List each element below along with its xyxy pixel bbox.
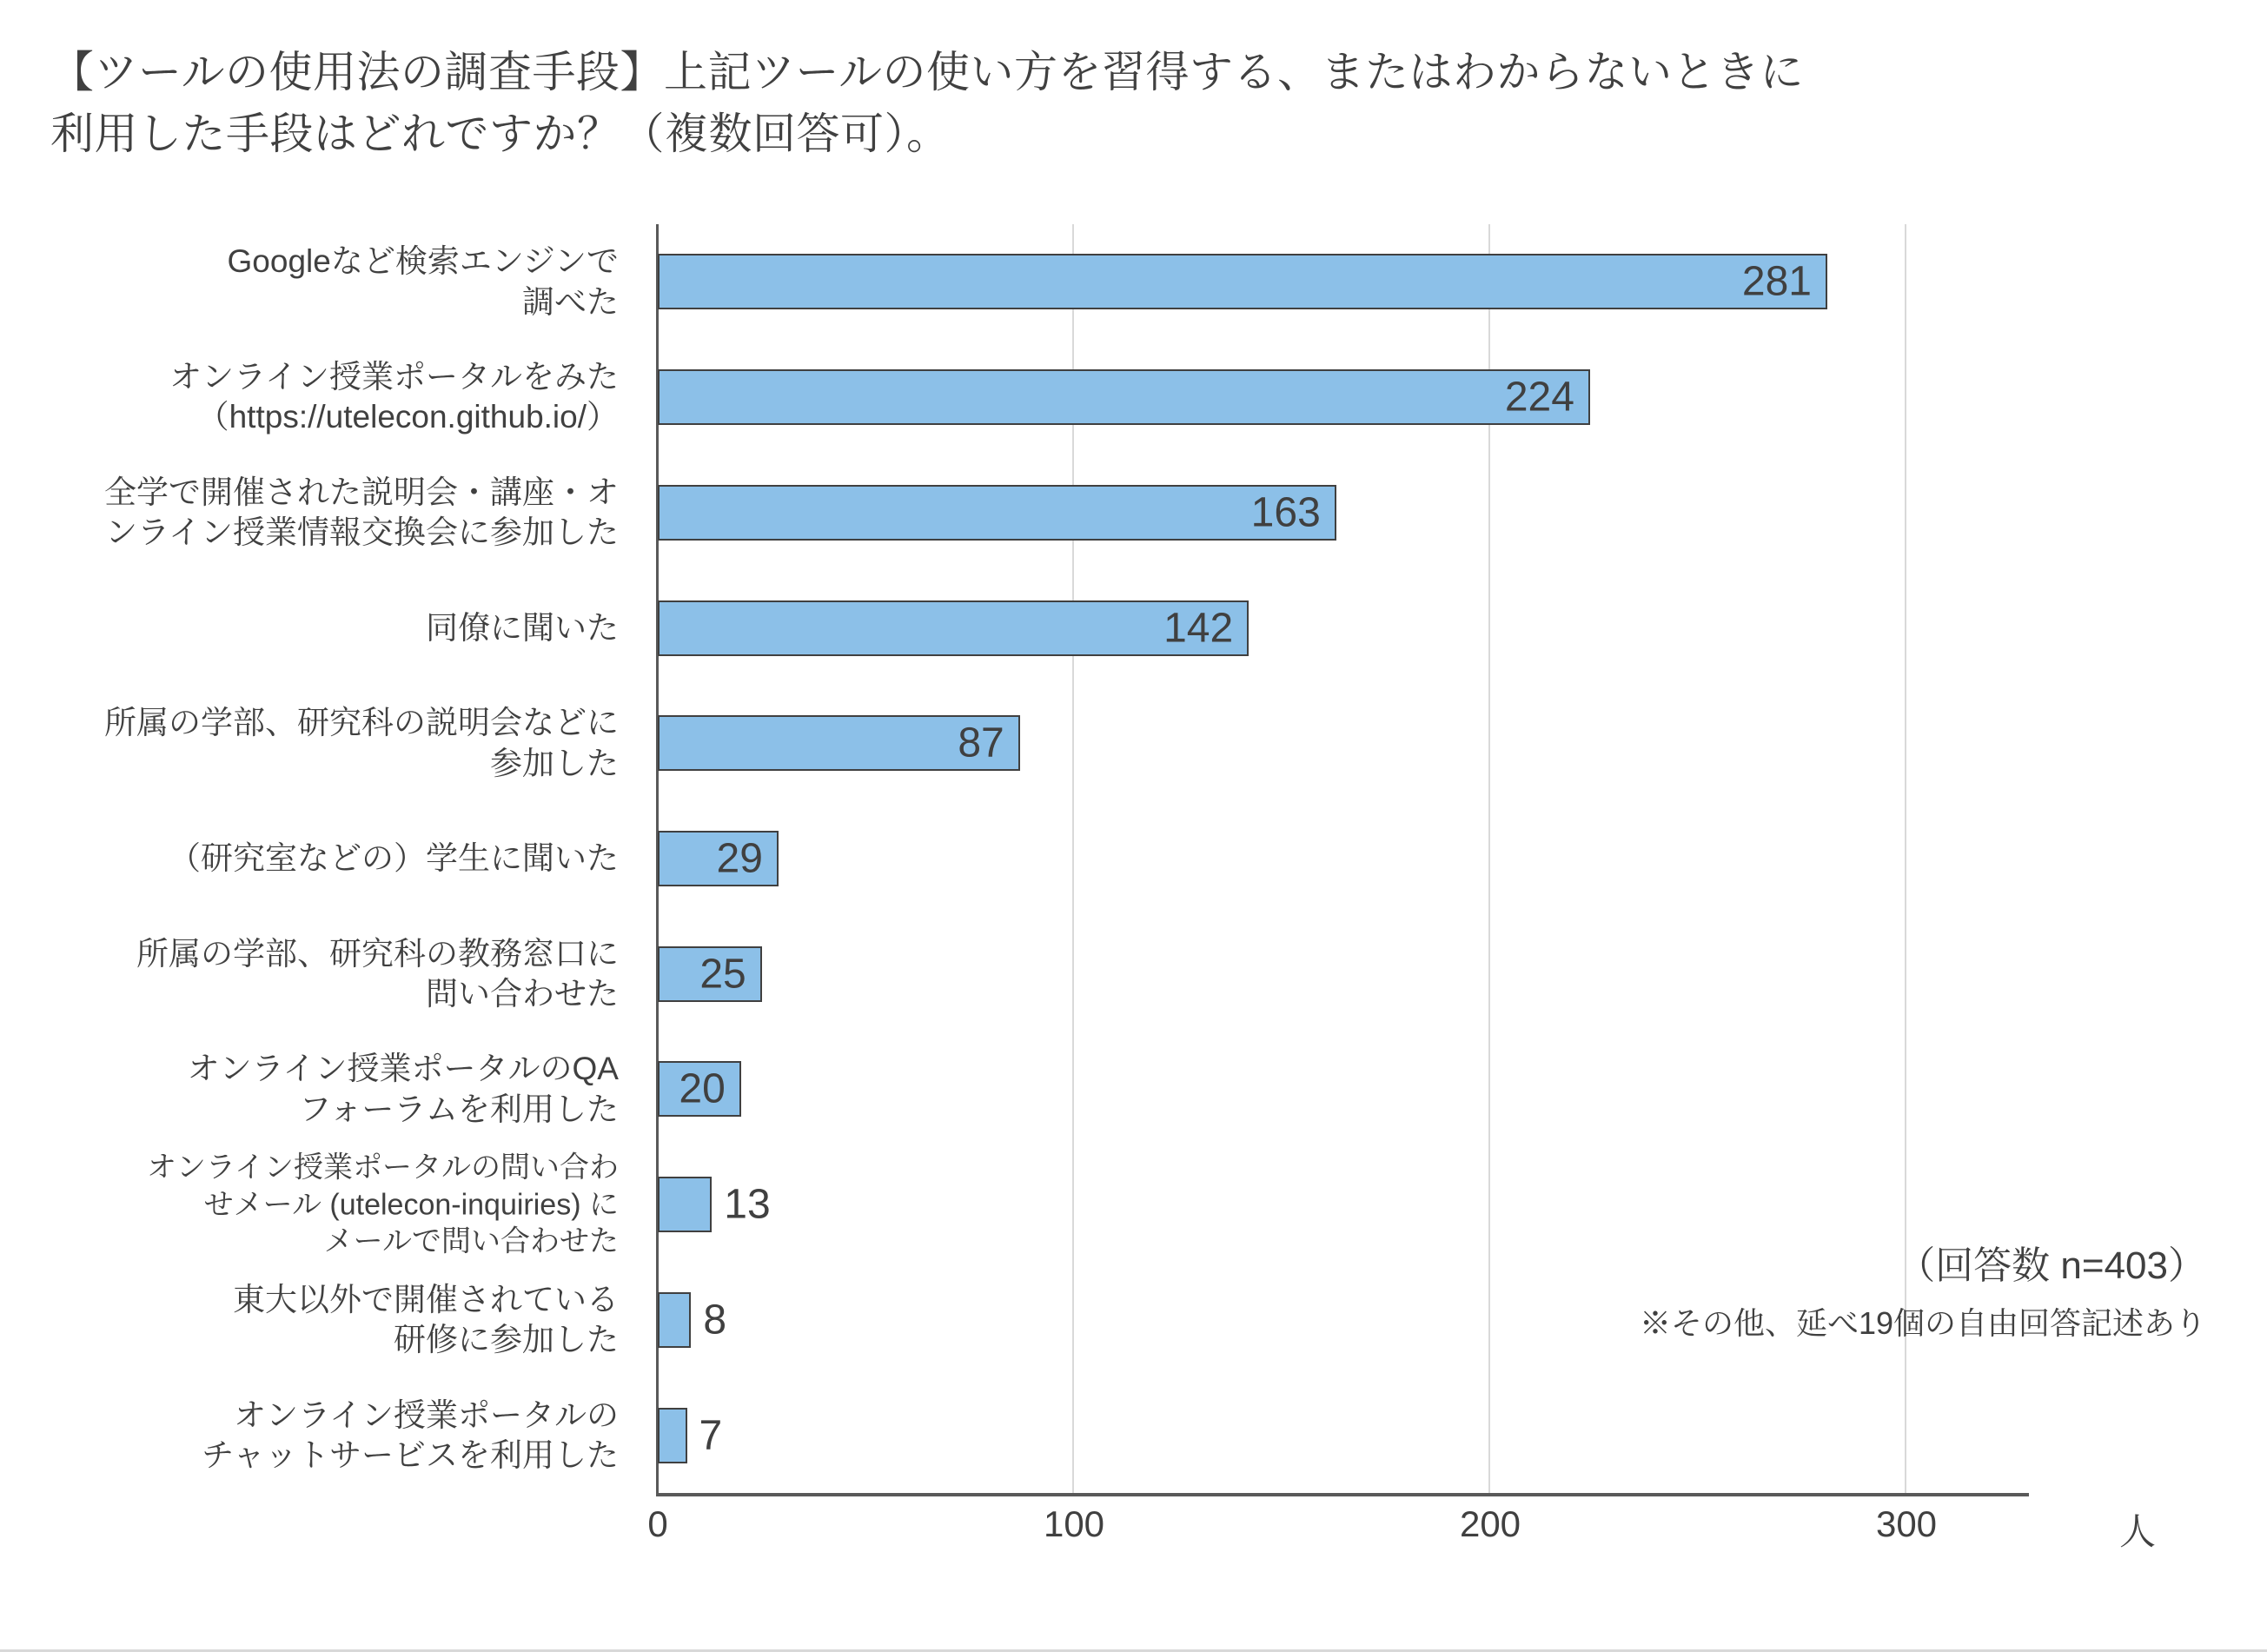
bar[interactable]: [658, 485, 1336, 541]
bar-category-label-line: オンライン授業ポータルの: [234, 1397, 619, 1433]
bar-category-label: [26, 933, 634, 1014]
bar-rows: [0, 217, 2267, 1486]
bar-category-label-line: 所属の学部、研究科の説明会などに: [104, 705, 619, 741]
bar-category-label-line: 調べた: [522, 283, 619, 320]
bar[interactable]: [658, 600, 1249, 656]
bar-category-label: [26, 1049, 634, 1130]
bar-wrapper: [658, 454, 1336, 570]
bar-category-label-line: せメール (utelecon-inquiries) に: [203, 1187, 619, 1221]
bar-category-label: [26, 703, 634, 784]
x-tick-300: 300: [1875, 1503, 1938, 1544]
x-tick-100: 100: [1043, 1503, 1105, 1544]
bar-wrapper: [658, 340, 1590, 455]
x-tick-0: 0: [647, 1503, 668, 1544]
bar-category-label-line: 同僚に聞いた: [426, 609, 619, 646]
bar-category-label-line: オンライン授業ポータルをみた: [169, 358, 619, 395]
bar-category-label-line: 問い合わせた: [426, 975, 619, 1012]
x-tick-200: 200: [1459, 1503, 1521, 1544]
bar[interactable]: [658, 1177, 712, 1232]
bar-category-label-line: Googleなど検索エンジンで: [227, 243, 619, 280]
bar-row: [0, 570, 2267, 686]
bar-value-label: 7: [699, 1412, 723, 1459]
bar-value-label: 142: [1163, 605, 1234, 652]
bar-row: [0, 801, 2267, 917]
bar-value-label: 20: [679, 1065, 726, 1112]
bar-category-label-line: （研究室などの）学生に聞いた: [169, 839, 619, 876]
bar-value-label: 29: [716, 835, 763, 882]
bar-value-label: 281: [1741, 258, 1812, 305]
bar-row: [0, 686, 2267, 801]
bar-wrapper: [658, 1263, 727, 1378]
bar-category-label-line: メールで問い合わせた: [323, 1224, 619, 1258]
bar-category-label: [26, 607, 634, 647]
bar-category-label-line: 参加した: [490, 745, 619, 781]
bar-value-label: 163: [1250, 489, 1321, 536]
bar-value-label: 224: [1504, 374, 1574, 421]
bar-category-label-line: 研修に参加した: [394, 1321, 619, 1357]
bar-category-label: [26, 1395, 634, 1476]
bar-category-label-line: チャットサービスを利用した: [202, 1436, 619, 1473]
bar-category-label: [26, 473, 634, 554]
bar-category-label-line: オンライン授業ポータルのQA: [187, 1051, 619, 1087]
respondents-note: （回答数 n=403）: [1897, 1244, 2206, 1287]
bar-category-label-line: ンライン授業情報交換会に参加した: [105, 514, 619, 550]
bar-row: [0, 1032, 2267, 1147]
bar-category-label-line: 全学で開催された説明会・講座・オ: [104, 474, 619, 510]
x-axis-line: [656, 1493, 2029, 1496]
page-title-line2: 利用した手段はどれですか？（複数回答可）。: [50, 109, 951, 158]
bar-value-label: 13: [724, 1181, 771, 1228]
bar-wrapper: [658, 916, 762, 1032]
bar-category-label-line: 東大以外で開催されている: [233, 1281, 619, 1317]
bar-category-label: [26, 1149, 634, 1260]
bar-category-label-line: フォーラムを利用した: [299, 1091, 619, 1127]
bar-chart: [0, 217, 2267, 1573]
other-responses-note: ※その他、延べ19個の自由回答記述あり: [1639, 1305, 2206, 1341]
bar-row: [0, 340, 2267, 455]
bar-category-label: [26, 357, 634, 438]
bar-row: [0, 1377, 2267, 1493]
bar-row: [0, 454, 2267, 570]
bar-value-label: 25: [699, 951, 746, 998]
page-title-line1: 【ツールの使用法の調査手段】上記ツールの使い方を習得する、またはわからないときに: [50, 48, 1804, 96]
bar-category-label: [26, 242, 634, 322]
bar[interactable]: [658, 254, 1827, 309]
bar-category-label: [26, 839, 634, 879]
bar-wrapper: [658, 686, 1020, 801]
bar-value-label: 87: [958, 720, 1004, 766]
bar-category-label-line: 所属の学部、研究科の教務窓口に: [136, 935, 619, 972]
page-title: [50, 42, 2214, 165]
bar[interactable]: [658, 369, 1590, 425]
bar-value-label: 8: [703, 1297, 727, 1343]
bar-wrapper: [658, 801, 779, 917]
bar-category-label-line: オンライン授業ポータルの問い合わ: [147, 1151, 619, 1184]
bar[interactable]: [658, 1408, 687, 1463]
bar-wrapper: [658, 1377, 723, 1493]
bar-row: [0, 224, 2267, 340]
bar-wrapper: [658, 570, 1249, 686]
x-axis-unit-label: 人: [2118, 1511, 2157, 1552]
bar-row: [0, 916, 2267, 1032]
bar[interactable]: [658, 1292, 691, 1348]
bar-wrapper: [658, 1032, 741, 1147]
bar-category-label: [26, 1280, 634, 1361]
bar-category-label-line: （https://utelecon.github.io/）: [196, 399, 619, 435]
bar-wrapper: [658, 1147, 771, 1263]
bar-wrapper: [658, 224, 1827, 340]
